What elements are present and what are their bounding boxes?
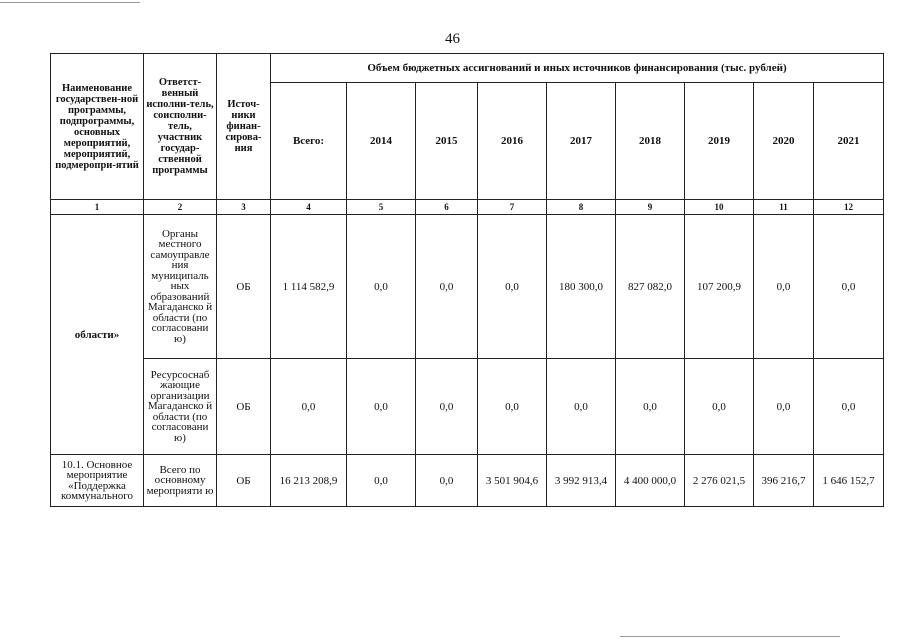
value-cell: 0,0 <box>347 215 416 359</box>
col-number: 6 <box>416 200 478 215</box>
value-cell: 0,0 <box>616 359 685 455</box>
header-year-2021: 2021 <box>814 83 884 200</box>
header-executor: Ответст-венный исполни-тель, соисполни-тель, участник государ-ственной программы <box>144 54 217 200</box>
header-total: Всего: <box>271 83 347 200</box>
col-number: 9 <box>616 200 685 215</box>
col-number: 2 <box>144 200 217 215</box>
col-number: 12 <box>814 200 884 215</box>
value-cell: 0,0 <box>814 215 884 359</box>
value-cell: 0,0 <box>814 359 884 455</box>
col-number: 7 <box>478 200 547 215</box>
table-row <box>51 215 884 359</box>
executor-cell: Всего по основному мероприяти ю <box>144 455 217 507</box>
column-number-row <box>51 200 884 215</box>
value-cell: 0,0 <box>347 455 416 507</box>
col-number: 10 <box>685 200 754 215</box>
header-year-2016: 2016 <box>478 83 547 200</box>
value-cell: 2 276 021,5 <box>685 455 754 507</box>
value-cell: 4 400 000,0 <box>616 455 685 507</box>
value-cell: 0,0 <box>754 359 814 455</box>
value-cell: 107 200,9 <box>685 215 754 359</box>
value-cell: 0,0 <box>416 215 478 359</box>
page-number: 46 <box>445 31 460 47</box>
header-year-2018: 2018 <box>616 83 685 200</box>
header-funding-source: Источ-ники финан-сирова-ния <box>217 54 271 200</box>
scan-artifact <box>0 2 140 3</box>
value-cell: 0,0 <box>547 359 616 455</box>
value-cell: 1 646 152,7 <box>814 455 884 507</box>
header-year-2015: 2015 <box>416 83 478 200</box>
header-year-2020: 2020 <box>754 83 814 200</box>
col-number: 5 <box>347 200 416 215</box>
program-name-cell: области» <box>51 215 144 455</box>
value-cell: 0,0 <box>685 359 754 455</box>
program-name-cell: 10.1. Основное мероприятие «Поддержка коммунального <box>51 455 144 507</box>
header-program-name: Наименование государствен-ной программы, подпрограммы, основных мероприятий, мероприятий, подмеропри-ятий <box>51 54 144 200</box>
value-cell: 0,0 <box>754 215 814 359</box>
value-cell: 3 992 913,4 <box>547 455 616 507</box>
total-cell: 0,0 <box>271 359 347 455</box>
source-cell: ОБ <box>217 359 271 455</box>
value-cell: 0,0 <box>416 359 478 455</box>
total-cell: 16 213 208,9 <box>271 455 347 507</box>
total-cell: 1 114 582,9 <box>271 215 347 359</box>
value-cell: 180 300,0 <box>547 215 616 359</box>
col-number: 4 <box>271 200 347 215</box>
col-number: 3 <box>217 200 271 215</box>
source-cell: ОБ <box>217 455 271 507</box>
value-cell: 0,0 <box>478 215 547 359</box>
header-year-2017: 2017 <box>547 83 616 200</box>
value-cell: 396 216,7 <box>754 455 814 507</box>
header-year-2014: 2014 <box>347 83 416 200</box>
header-budget-group: Объем бюджетных ассигнований и иных источников финансирования (тыс. рублей) <box>271 54 884 83</box>
value-cell: 827 082,0 <box>616 215 685 359</box>
header-year-2019: 2019 <box>685 83 754 200</box>
col-number: 8 <box>547 200 616 215</box>
table-row <box>51 359 884 455</box>
value-cell: 3 501 904,6 <box>478 455 547 507</box>
col-number: 1 <box>51 200 144 215</box>
executor-cell: Органы местного самоуправле ния муниципаль ных образований Магаданско й области (по согласовани ю) <box>144 215 217 359</box>
scan-artifact <box>620 636 840 637</box>
table-row <box>51 455 884 507</box>
value-cell: 0,0 <box>347 359 416 455</box>
source-cell: ОБ <box>217 215 271 359</box>
budget-table <box>50 53 884 507</box>
executor-cell: Ресурсоснаб жающие организации Магаданско й области (по согласовани ю) <box>144 359 217 455</box>
col-number: 11 <box>754 200 814 215</box>
value-cell: 0,0 <box>416 455 478 507</box>
value-cell: 0,0 <box>478 359 547 455</box>
